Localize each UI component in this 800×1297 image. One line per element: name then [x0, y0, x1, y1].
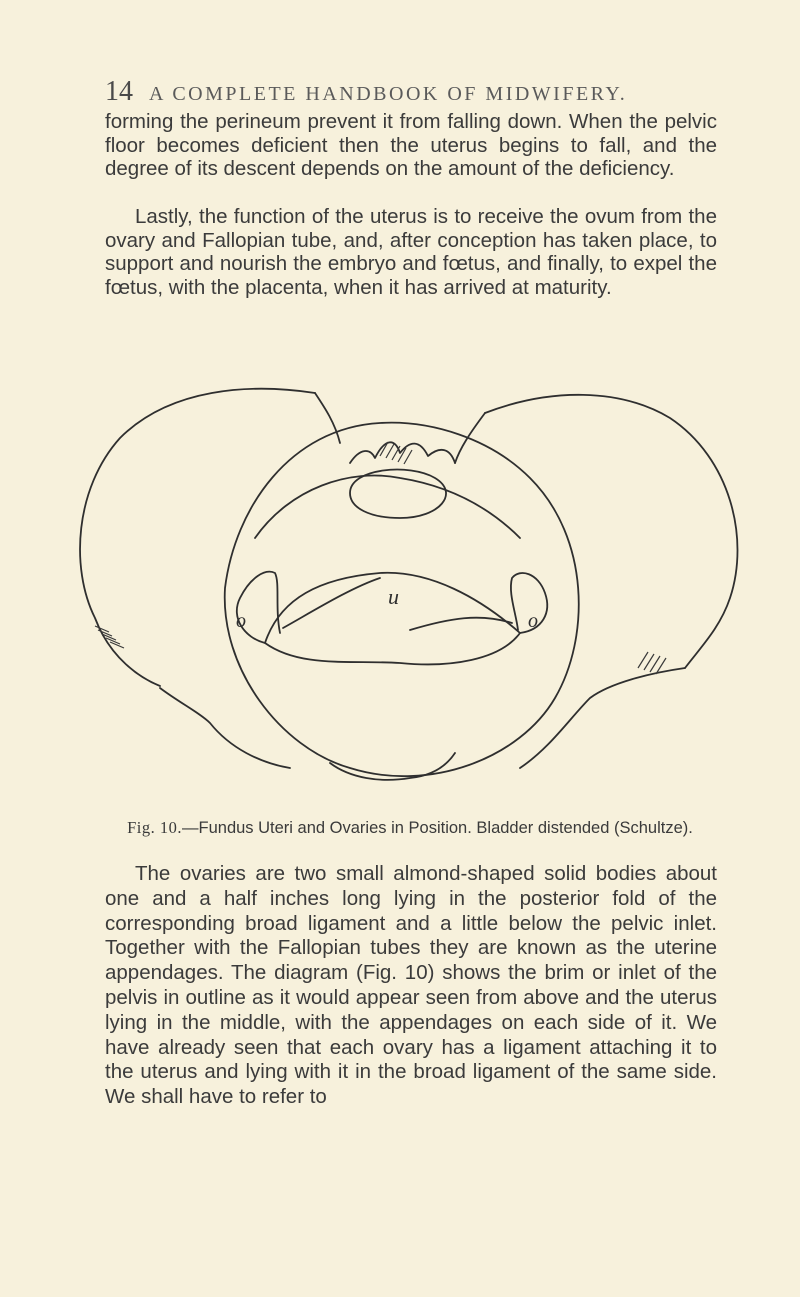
right-tube	[410, 618, 512, 630]
left-tube	[283, 578, 380, 628]
left-lower-fold	[160, 688, 290, 768]
paragraph-3: The ovaries are two small almond-shaped solid bodies about one and a half inches long lying in the posterior fold of the corresponding broad ligament and a little below the pelvic inlet. Together with the Fallopian tubes they are known as the uterine appendages. The diagram (Fig. 10) shows the brim or inlet of the pelvis in outline as it would appear seen from above and the uterus lying in the middle, with the appendages on each side of it. We have already seen that each ovary has a ligament attaching it to the uterus and lying with it in the broad ligament of the same side. We shall have to refer to	[105, 862, 717, 1109]
running-header	[105, 76, 665, 112]
top-crest	[350, 442, 455, 463]
paragraph-2: Lastly, the function of the uterus is to receive the ovum from the ovary and Fallopian tube, and, after conception has taken place, to support and nourish the embryo and fœtus, and finally, to expel the fœtus, with the placenta, when it has arrived at maturity.	[105, 205, 717, 299]
left-ovary	[237, 572, 280, 643]
right-wing-outline	[485, 395, 738, 668]
figure-caption	[100, 817, 720, 839]
paragraph-1: forming the perineum prevent it from falling down. When the pelvic floor becomes deficient then the uterus begins to fall, and the degree of its descent depends on the amount of the deficiency.	[105, 110, 717, 180]
running-title: A COMPLETE HANDBOOK OF MIDWIFERY.	[149, 83, 628, 105]
label-ovary-left: o	[236, 610, 246, 632]
pelvis-diagram-svg	[50, 368, 750, 808]
figure-10-diagram	[50, 368, 750, 808]
label-uterus: u	[388, 584, 399, 609]
label-ovary-right: o	[528, 610, 538, 632]
caption-text: —Fundus Uteri and Ovaries in Position. Bladder distended (Schultze).	[182, 819, 693, 837]
caption-label: Fig. 10.	[127, 818, 183, 837]
hatching	[95, 442, 666, 674]
page-number: 14	[105, 76, 133, 107]
upper-arc	[255, 476, 520, 539]
right-lower-fold	[520, 668, 685, 768]
